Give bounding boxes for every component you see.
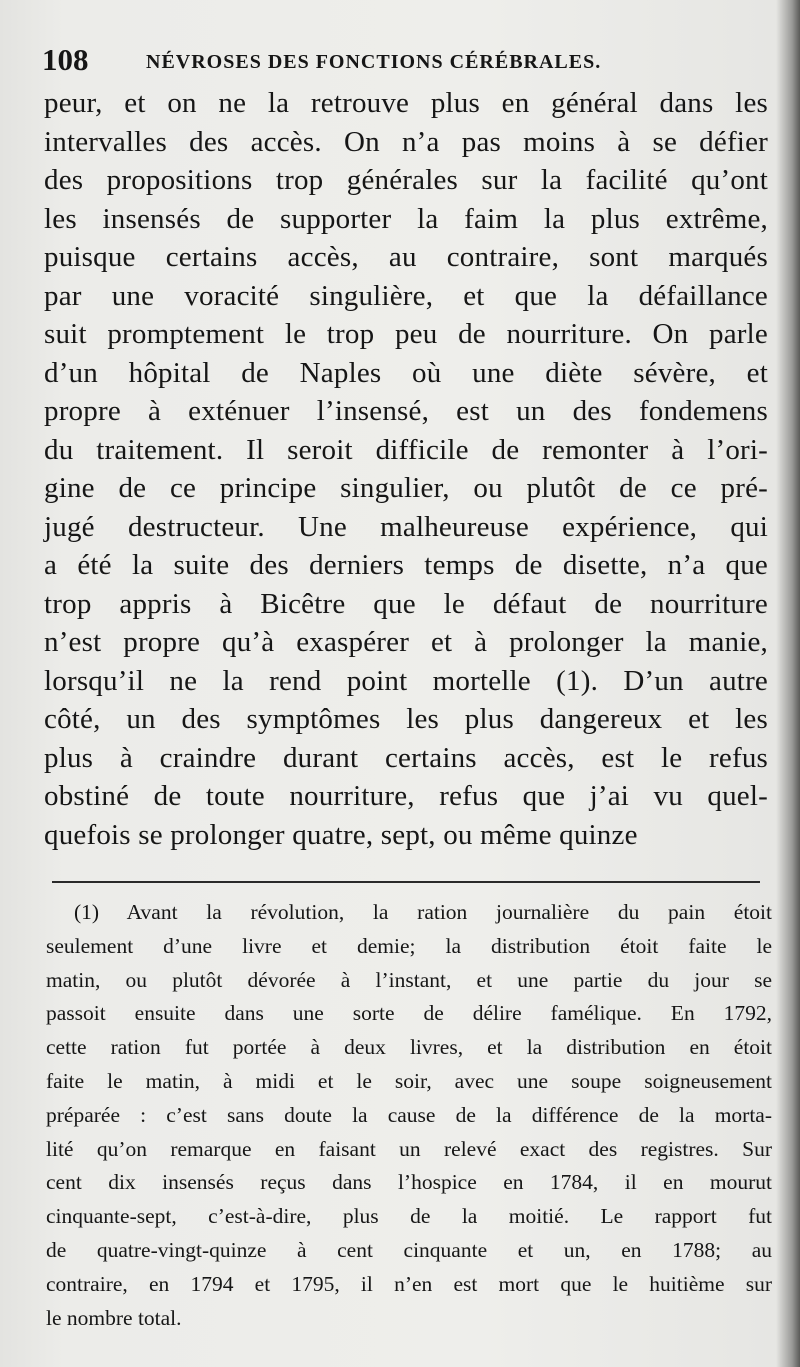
- footnote-line: cinquante-sept, c’est-à-dire, plus de la moitié. Le rapport fut: [46, 1204, 772, 1229]
- text-line: côté, un des symptômes les plus dangereux et les: [44, 703, 768, 735]
- page-number: 108: [42, 42, 89, 77]
- footnote-line: préparée : c’est sans doute la cause de la différence de la morta-: [46, 1102, 772, 1127]
- text-line: d’un hôpital de Naples où une diète sévère, et: [44, 356, 768, 389]
- footnote-line: de quatre-vingt-quinze à cent cinquante et un, en 1788; au: [46, 1237, 772, 1262]
- footnote-line: passoit ensuite dans une sorte de délire famélique. En 1792,: [46, 1001, 772, 1026]
- text-line: a été la suite des derniers temps de disette, n’a que: [44, 549, 768, 581]
- text-line: obstiné de toute nourriture, refus que j’ai vu quel-: [44, 780, 768, 812]
- footnote-line: matin, ou plutôt dévorée à l’instant, et une partie du jour se: [46, 967, 772, 992]
- text-line: lorsqu’il ne la rend point mortelle (1). D’un autre: [44, 664, 768, 697]
- text-line: trop appris à Bicêtre que le défaut de nourriture: [44, 587, 768, 620]
- page-header: [42, 42, 762, 78]
- main-text: [44, 84, 768, 854]
- text-line: jugé destructeur. Une malheureuse expérience, qui: [44, 510, 768, 543]
- running-title: NÉVROSES DES FONCTIONS CÉRÉBRALES.: [146, 51, 602, 73]
- footnote-line: (1) Avant la révolution, la ration journalière du pain étoit: [74, 900, 772, 924]
- text-line: peur, et on ne la retrouve plus en général dans les: [44, 87, 768, 119]
- text-line: gine de ce principe singulier, ou plutôt de ce pré-: [44, 472, 768, 504]
- text-line: quefois se prolonger quatre, sept, ou même quinze: [44, 818, 638, 851]
- footnote-rule: [52, 881, 760, 883]
- footnote-line: contraire, en 1794 et 1795, il n’en est mort que le huitième sur: [46, 1271, 772, 1296]
- text-line: les insensés de supporter la faim la plus extrême,: [44, 202, 768, 235]
- text-line: suit promptement le trop peu de nourriture. On parle: [44, 318, 768, 350]
- text-line: intervalles des accès. On n’a pas moins à se défier: [44, 125, 768, 158]
- text-line: du traitement. Il seroit difficile de remonter à l’ori-: [44, 433, 768, 466]
- text-line: n’est propre qu’à exaspérer et à prolonger la manie,: [44, 626, 768, 658]
- footnote-line: cent dix insensés reçus dans l’hospice en 1784, il en mourut: [46, 1170, 772, 1195]
- footnote-line: cette ration fut portée à deux livres, et la distribution en étoit: [46, 1035, 772, 1060]
- footnote-line: seulement d’une livre et demie; la distribution étoit faite le: [46, 933, 772, 958]
- text-line: propre à exténuer l’insensé, est un des fondemens: [44, 395, 768, 427]
- footnote-line: faite le matin, à midi et le soir, avec une soupe soigneusement: [46, 1068, 772, 1093]
- footnote-line: le nombre total.: [46, 1305, 182, 1330]
- text-line: par une voracité singulière, et que la défaillance: [44, 279, 768, 312]
- footnote: [46, 896, 772, 1335]
- text-line: plus à craindre durant certains accès, est le refus: [44, 741, 768, 774]
- text-line: des propositions trop générales sur la facilité qu’ont: [44, 164, 768, 196]
- text-line: puisque certains accès, au contraire, sont marqués: [44, 241, 768, 273]
- footnote-line: lité qu’on remarque en faisant un relevé exact des registres. Sur: [46, 1136, 772, 1161]
